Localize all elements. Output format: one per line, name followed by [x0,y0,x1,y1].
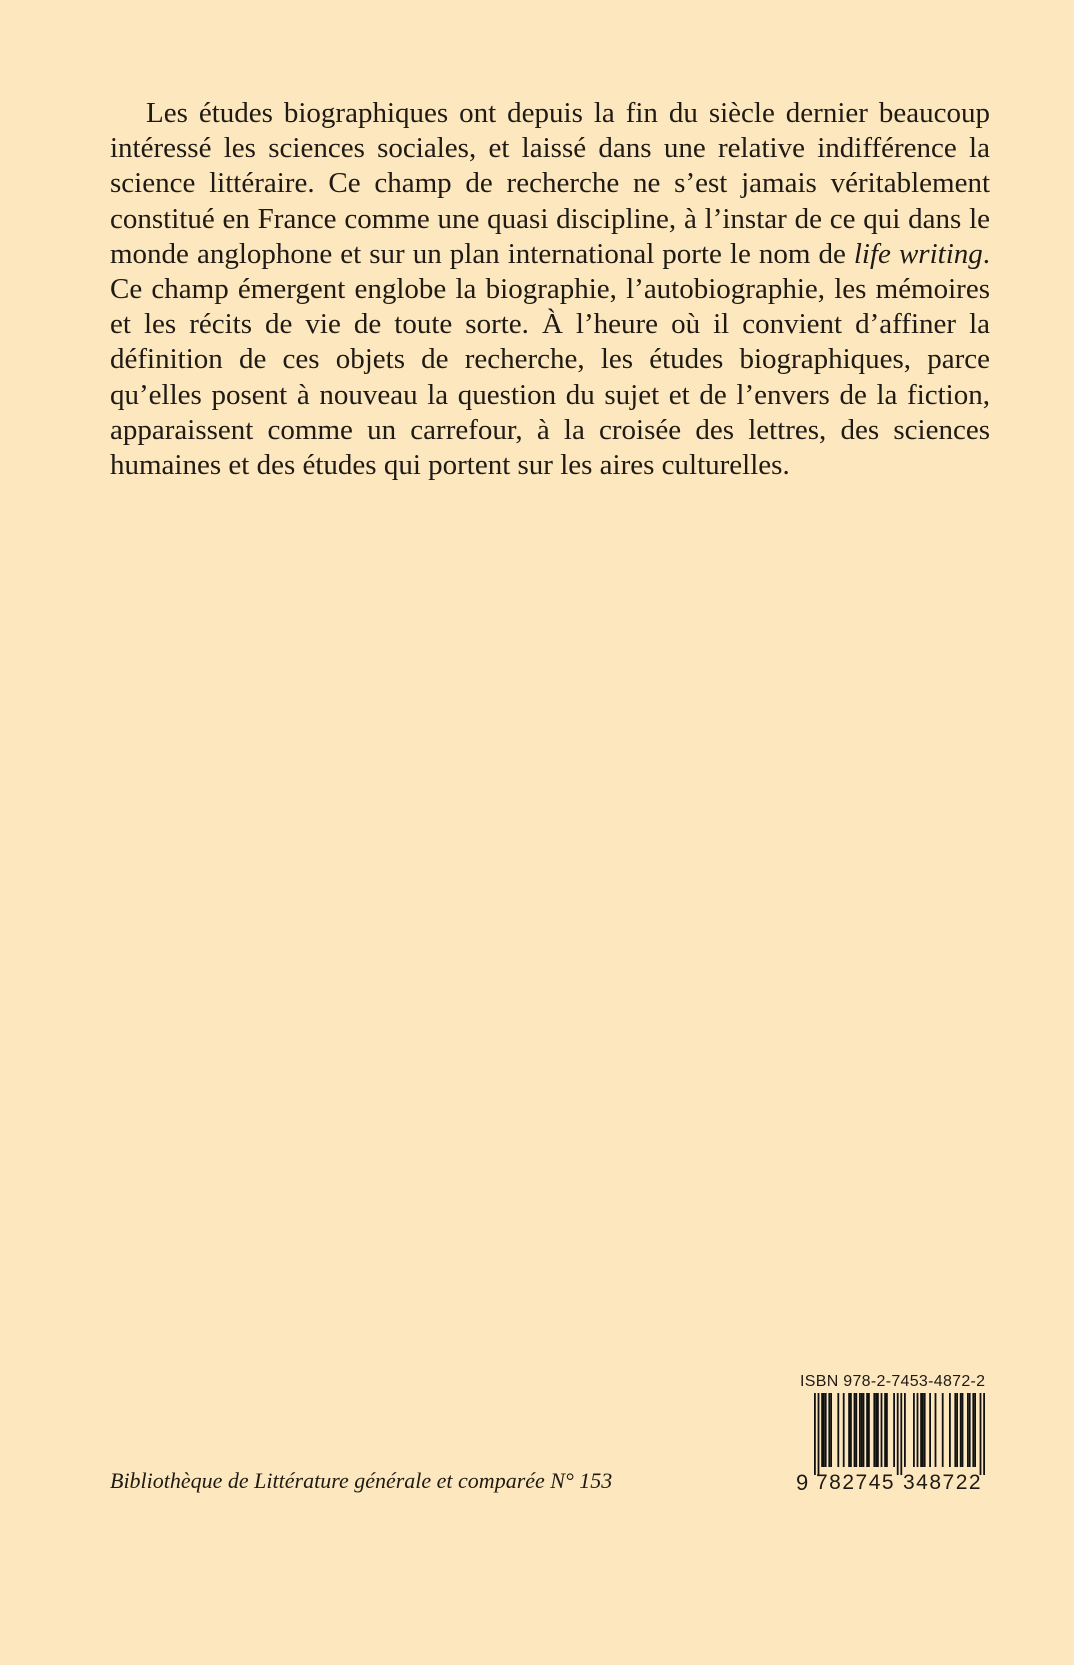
blurb-part-2: . Ce champ émergent englobe la biographie, l’autobiographie, les mémoires et les récits de vie de toute sorte. À l’heure où il convient d’affiner la définition de ces objets de recherche, les études biographiques, parce qu’elles posent à nouveau la question du sujet et de l’envers de la fiction, apparaissent comme un carrefour, à la croisée des lettres, des sciences humaines et des études qui portent sur les aires culturelles. [110,237,990,482]
blurb-text [110,96,990,483]
barcode-bar [821,1393,823,1467]
barcode-graphic [796,1393,996,1475]
barcode-bar [913,1393,915,1467]
barcode-bar [881,1393,883,1467]
barcode-bar [866,1393,868,1467]
barcode-bar [850,1393,852,1467]
barcode-bar [861,1393,863,1467]
barcode-bar [900,1393,902,1475]
barcode-bar [924,1393,926,1467]
barcode-bar [929,1393,931,1467]
barcode-bar [960,1393,962,1467]
barcode-bar [848,1393,850,1467]
ean-left-digits: 782745 [816,1471,896,1494]
barcode-bar [942,1393,944,1467]
barcode-bar [972,1393,974,1467]
barcode-bar [828,1393,830,1467]
barcode-bar [837,1393,839,1467]
barcode-bar [935,1393,937,1467]
ean-lead-digit: 9 [796,1470,809,1495]
barcode-bar [814,1393,816,1475]
barcode-bar [969,1393,971,1467]
barcode-bar [859,1393,861,1467]
barcode-bar [863,1393,865,1467]
barcode-bar [967,1393,969,1467]
series-line: Bibliothèque de Littérature générale et comparée N° 153 [110,1468,613,1493]
barcode-bar [954,1393,956,1467]
barcode-bar [843,1393,845,1467]
barcode-bar [854,1393,856,1467]
blurb-emphasis: life writing [853,237,983,270]
barcode-bar [897,1393,899,1475]
barcode-bar [818,1393,820,1475]
barcode-bar [922,1393,924,1467]
barcode-bar [855,1393,857,1467]
barcode-bar [920,1393,922,1467]
barcode-bar [956,1393,958,1467]
barcode-bar [962,1393,964,1467]
barcode-bar [830,1393,832,1467]
barcode-bar [877,1393,879,1467]
barcode-bar [904,1393,906,1467]
blurb-part-1: Les études biographiques ont depuis la fin du siècle dernier beaucoup intéressé les sciences sociales, et laissé dans une relative indifférence la science littéraire. Ce champ de recherche ne s’est jamais véritablement constitué en France comme une quasi discipline, à l’instar de ce qui dans le monde anglophone et sur un plan international porte le nom de [110,97,990,270]
isbn-label: ISBN 978-2-7453-4872-2 [800,1373,986,1390]
barcode-bar [917,1393,919,1467]
barcode-bar [974,1393,976,1467]
barcode-bar [980,1393,982,1475]
barcode-bar [949,1393,951,1467]
barcode-bar [823,1393,825,1467]
barcode-bar [983,1393,985,1475]
barcode-bar [825,1393,827,1467]
barcode-bar [875,1393,877,1467]
isbn-block [796,1373,996,1503]
barcode-bar [893,1393,895,1467]
barcode-bar [868,1393,870,1467]
barcode-bar [886,1393,888,1467]
ean-right-digits: 348722 [903,1471,983,1494]
barcode-bar [873,1393,875,1467]
barcode-bar [884,1393,886,1467]
blurb-paragraph [110,96,990,483]
